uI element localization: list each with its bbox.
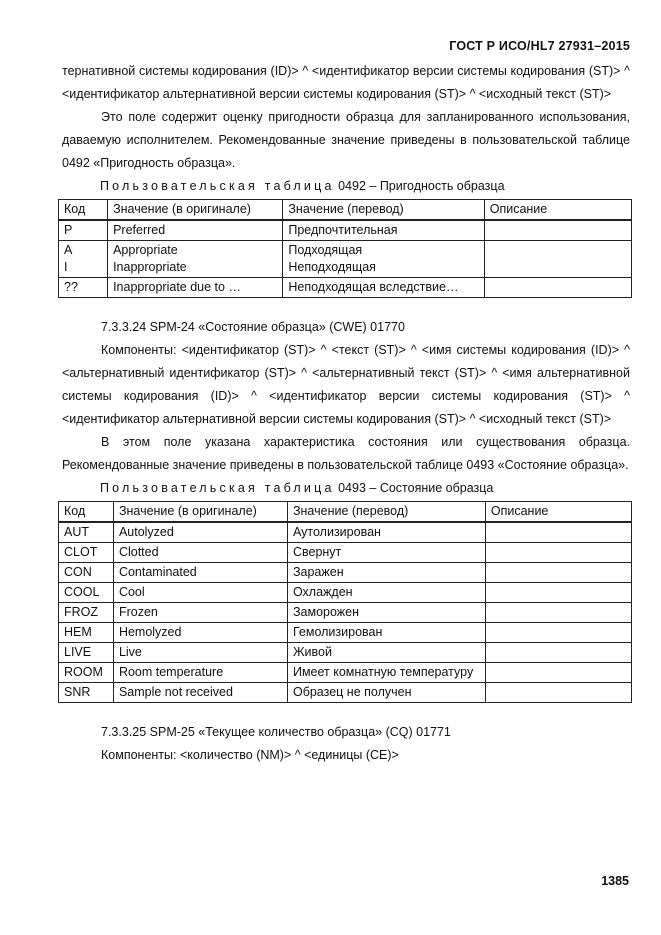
cell-original-line: Appropriate	[113, 243, 178, 257]
cell-original: Clotted	[113, 543, 287, 563]
cell-original: Live	[113, 643, 287, 663]
table-row	[59, 663, 632, 683]
cell-description	[485, 563, 631, 583]
table-row	[59, 563, 632, 583]
cell-code: HEM	[59, 623, 114, 643]
intro-continuation: тернативной системы кодирования (ID)> ^ <идентификатор версии системы кодирования (ST)> ^ <идентификатор альтернативной версии системы кодирования (ST)> ^ <исходный текст (ST)>	[62, 64, 630, 101]
table-row	[59, 603, 632, 623]
page-number: 1385	[601, 874, 629, 888]
cell-code-line: A	[64, 243, 73, 257]
section-24-description: В этом поле указана характеристика состояния или существования образца. Рекомендованные значение приведены в пользовательской таблице 0493 «Состояние образца».	[62, 435, 630, 472]
table-0493-caption	[100, 479, 630, 497]
cell-code: P	[59, 220, 108, 241]
table-header-row	[59, 200, 632, 221]
cell-code: SNR	[59, 683, 114, 703]
section-25-title: 7.3.3.25 SPM-25 «Текущее количество образца» (CQ) 01771	[101, 725, 451, 739]
column-header-code: Код	[59, 502, 114, 523]
cell-code: CLOT	[59, 543, 114, 563]
column-header-description: Описание	[484, 200, 631, 221]
table-0492-caption	[100, 177, 630, 195]
cell-description	[485, 643, 631, 663]
cell-description	[485, 623, 631, 643]
table-0493	[58, 501, 632, 703]
table-row	[59, 583, 632, 603]
cell-original: Inappropriate due to …	[108, 278, 283, 298]
cell-code: COOL	[59, 583, 114, 603]
cell-description	[485, 543, 631, 563]
cell-code: ??	[59, 278, 108, 298]
cell-original: Frozen	[113, 603, 287, 623]
table-header-row	[59, 502, 632, 523]
cell-original	[108, 241, 283, 278]
cell-description	[485, 603, 631, 623]
cell-original: Sample not received	[113, 683, 287, 703]
cell-original: Cool	[113, 583, 287, 603]
cell-original: Room temperature	[113, 663, 287, 683]
cell-translation: Неподходящая вследствие…	[283, 278, 484, 298]
cell-code: ROOM	[59, 663, 114, 683]
table-row	[59, 683, 632, 703]
section-24-title: 7.3.3.24 SPM-24 «Состояние образца» (CWE) 01770	[101, 320, 405, 334]
table-row	[59, 278, 632, 298]
cell-original: Hemolyzed	[113, 623, 287, 643]
table-caption-label: Пользовательская таблица	[100, 179, 335, 193]
table-caption-label: Пользовательская таблица	[100, 481, 335, 495]
page-content	[62, 60, 630, 767]
cell-translation-line: Неподходящая	[288, 260, 376, 274]
cell-translation: Заражен	[287, 563, 485, 583]
cell-description	[484, 278, 631, 298]
table-row	[59, 522, 632, 543]
cell-original: Autolyzed	[113, 522, 287, 543]
cell-translation: Имеет комнатную температуру	[287, 663, 485, 683]
cell-translation: Заморожен	[287, 603, 485, 623]
cell-original: Contaminated	[113, 563, 287, 583]
cell-code: AUT	[59, 522, 114, 543]
table-row	[59, 643, 632, 663]
cell-translation: Предпочтительная	[283, 220, 484, 241]
cell-description	[485, 522, 631, 543]
table-row	[59, 623, 632, 643]
cell-description	[485, 683, 631, 703]
cell-code-line: I	[64, 260, 68, 274]
cell-description	[485, 663, 631, 683]
table-0492	[58, 199, 632, 298]
column-header-original: Значение (в оригинале)	[113, 502, 287, 523]
table-row	[59, 543, 632, 563]
table-caption-title: 0492 – Пригодность образца	[338, 179, 505, 193]
column-header-original: Значение (в оригинале)	[108, 200, 283, 221]
cell-original-line: Inappropriate	[113, 260, 187, 274]
document-header: ГОСТ Р ИСО/HL7 27931–2015	[449, 39, 630, 53]
cell-translation: Свернут	[287, 543, 485, 563]
cell-translation: Аутолизирован	[287, 522, 485, 543]
section-24-components: Компоненты: <идентификатор (ST)> ^ <текст (ST)> ^ <имя системы кодирования (ID)> ^ <альтернативный идентификатор (ST)> ^ <альтернативный текст (ST)> ^ <имя альтернативной системы кодирования (ID)> ^ <идентификатор версии системы кодирования (ST)> ^ <идентификатор альтернативной версии системы кодирования (ST)> ^ <исходный текст (ST)>	[62, 343, 630, 426]
column-header-code: Код	[59, 200, 108, 221]
cell-translation: Гемолизирован	[287, 623, 485, 643]
cell-translation: Живой	[287, 643, 485, 663]
table-row	[59, 220, 632, 241]
cell-description	[484, 220, 631, 241]
cell-translation-line: Подходящая	[288, 243, 363, 257]
table-caption-title: 0493 – Состояние образца	[338, 481, 494, 495]
column-header-description: Описание	[485, 502, 631, 523]
cell-description	[484, 241, 631, 278]
cell-translation: Образец не получен	[287, 683, 485, 703]
cell-code: CON	[59, 563, 114, 583]
column-header-translation: Значение (перевод)	[283, 200, 484, 221]
column-header-translation: Значение (перевод)	[287, 502, 485, 523]
cell-translation	[283, 241, 484, 278]
cell-code: LIVE	[59, 643, 114, 663]
cell-description	[485, 583, 631, 603]
cell-code: FROZ	[59, 603, 114, 623]
cell-translation: Охлажден	[287, 583, 485, 603]
table-row	[59, 241, 632, 278]
section-25-components: Компоненты: <количество (NM)> ^ <единицы (CE)>	[101, 748, 399, 762]
cell-original: Preferred	[108, 220, 283, 241]
intro-paragraph: Это поле содержит оценку пригодности образца для запланированного использования, даваемую исполнителем. Рекомендованные значение приведены в пользовательской таблице 0492 «Пригодность образца».	[62, 110, 630, 170]
cell-code	[59, 241, 108, 278]
